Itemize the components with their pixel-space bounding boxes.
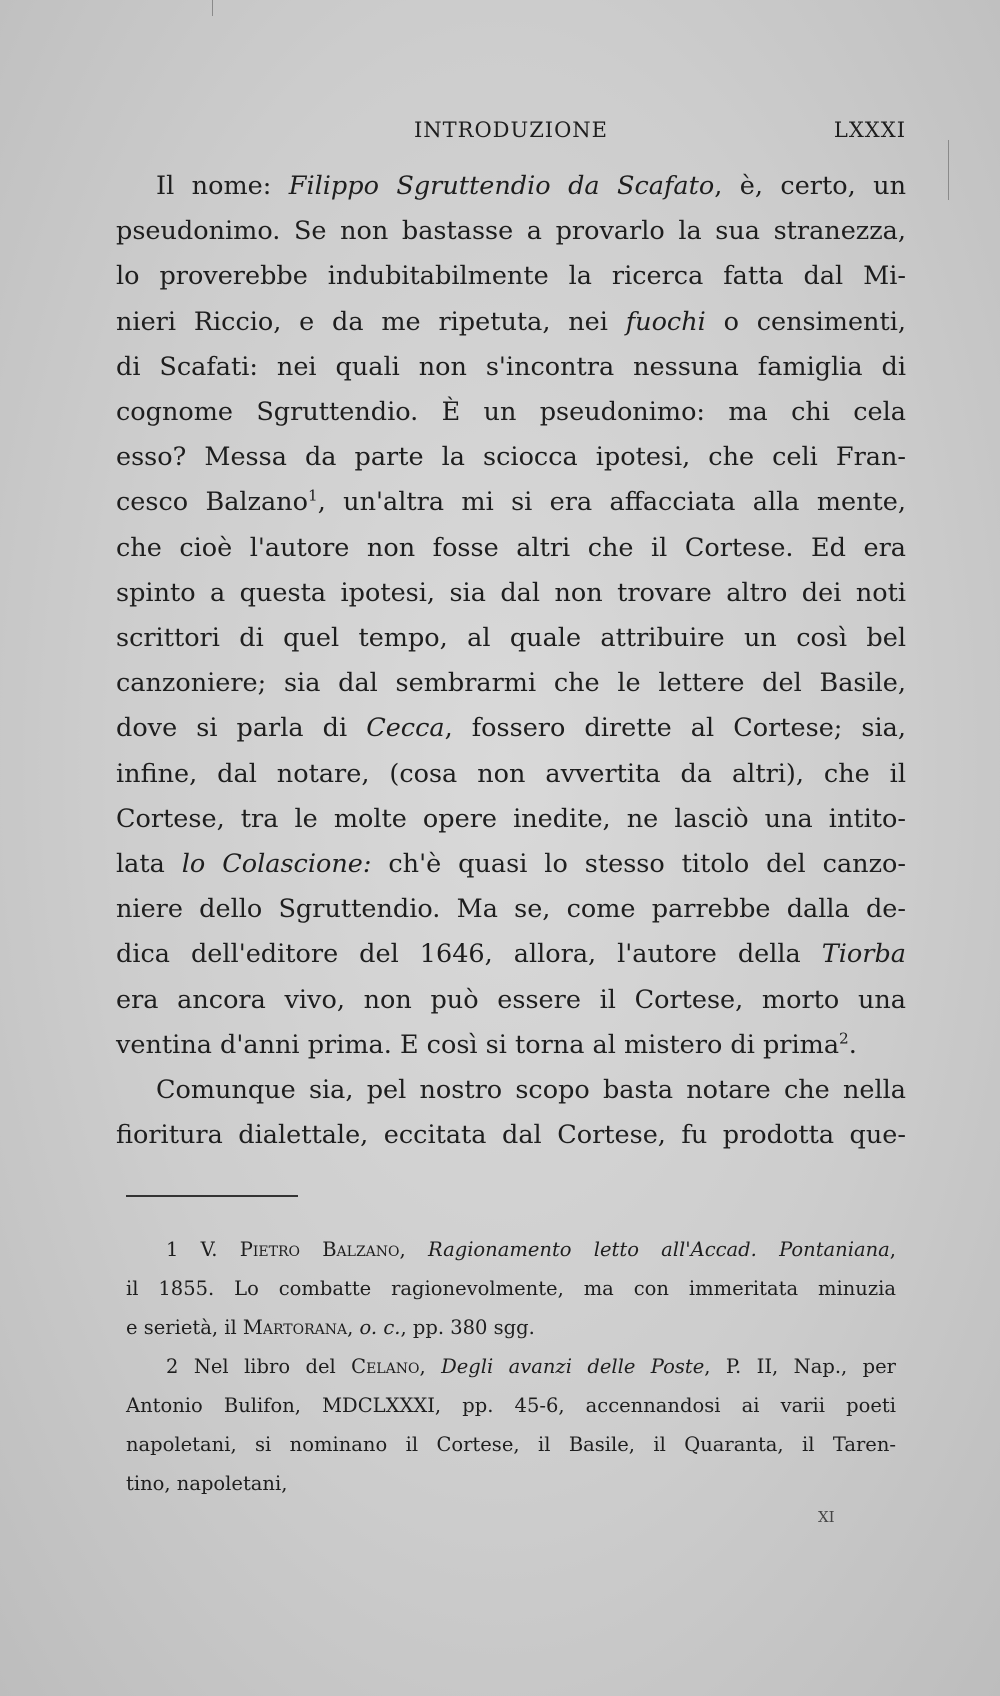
margin-scratch: [948, 140, 949, 200]
text-line: ventina d'anni prima. E così si torna al mistero di prima$^2$.: [116, 1029, 857, 1060]
footnote: [126, 1347, 896, 1503]
text-line: Comunque sia, pel nostro scopo basta notare che nella: [156, 1075, 906, 1106]
footnote-reference: 2: [839, 1029, 849, 1048]
text-line: nieri Riccio, e da me ripetuta, nei fuochi o censimenti,: [116, 306, 906, 337]
text-line: Cortese, tra le molte opere inedite, ne lasciò una intito-: [116, 803, 906, 834]
paragraph: [116, 1068, 906, 1158]
text-line: che cioè l'autore non fosse altri che il Cortese. Ed era: [116, 532, 906, 563]
page-header: [116, 112, 906, 152]
signature-mark: XI: [818, 1508, 835, 1526]
text-line: e serietà, il Martorana, o. c., pp. 380 sgg.: [126, 1316, 535, 1339]
text-line: cognome Sgruttendio. È un pseudonimo: ma chi cela: [116, 397, 906, 428]
text-line: 1 V. Pietro Balzano, Ragionamento letto all'Accad. Pontaniana,: [166, 1238, 896, 1261]
text-line: infine, dal notare, (cosa non avvertita da altri), che il: [116, 758, 906, 789]
footnote-reference: 1: [307, 486, 318, 505]
text-line: canzoniere; sia dal sembrarmi che le lettere del Basile,: [116, 668, 906, 699]
footnotes: [126, 1230, 896, 1503]
text-line: lo proverebbe indubitabilmente la ricerca fatta dal Mi-: [116, 261, 906, 292]
text-line: dica dell'editore del 1646, allora, l'autore della Tiorba: [116, 939, 906, 970]
text-line: lata lo Colascione: ch'è quasi lo stesso titolo del canzo-: [116, 849, 906, 880]
text-line: tino, napoletani,: [126, 1472, 288, 1495]
text-line: spinto a questa ipotesi, sia dal non trovare altro dei noti: [116, 577, 906, 608]
footnote: [126, 1230, 896, 1347]
page-number: LXXXI: [833, 118, 906, 142]
text-line: esso? Messa da parte la sciocca ipotesi, che celi Fran-: [116, 442, 906, 473]
paragraph: [116, 164, 906, 1068]
text-line: 2 Nel libro del Celano, Degli avanzi delle Poste, P. II, Nap., per: [166, 1355, 896, 1378]
text-line: Antonio Bulifon, MDCLXXXI, pp. 45-6, accennandosi ai varii poeti: [126, 1394, 896, 1417]
footnote-divider: [126, 1195, 298, 1197]
text-line: il 1855. Lo combatte ragionevolmente, ma con immeritata minuzia: [126, 1277, 896, 1300]
running-title: INTRODUZIONE: [413, 118, 609, 142]
main-text: [116, 164, 906, 1158]
text-line: Il nome: Filippo Sgruttendio da Scafato, è, certo, un: [156, 171, 906, 201]
text-line: niere dello Sgruttendio. Ma se, come parrebbe dalla de-: [116, 894, 906, 925]
text-line: era ancora vivo, non può essere il Cortese, morto una: [116, 984, 906, 1015]
text-line: pseudonimo. Se non bastasse a provarlo la sua stranezza,: [116, 216, 906, 247]
text-line: cesco Balzano$^1$, un'altra mi si era affacciata alla mente,: [116, 486, 906, 518]
margin-scratch: [212, 0, 213, 16]
text-line: napoletani, si nominano il Cortese, il Basile, il Quaranta, il Taren-: [126, 1433, 896, 1456]
text-line: dove si parla di Cecca, fossero dirette al Cortese; sia,: [116, 713, 906, 744]
text-line: di Scafati: nei quali non s'incontra nessuna famiglia di: [116, 351, 906, 382]
text-line: fioritura dialettale, eccitata dal Cortese, fu prodotta que-: [116, 1120, 906, 1151]
text-line: scrittori di quel tempo, al quale attribuire un così bel: [116, 623, 906, 654]
